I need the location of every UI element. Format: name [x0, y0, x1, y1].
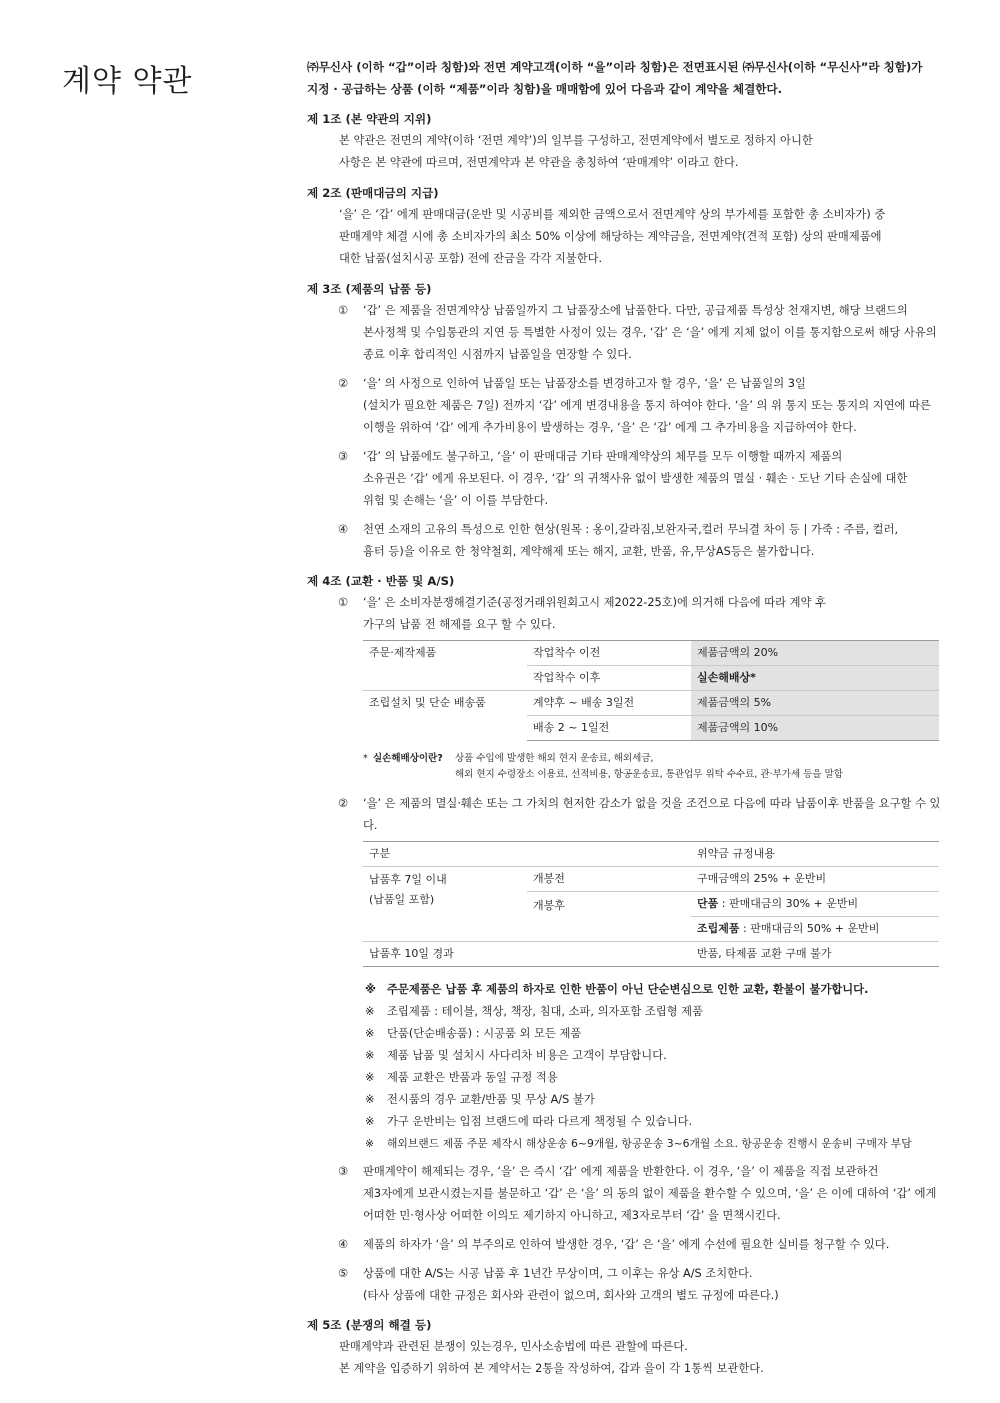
table-cell: 납품후 10일 경과	[363, 942, 527, 967]
table-header-cell	[527, 842, 691, 867]
text-line: 제3자에게 보관시켰는지를 불문하고 ‘갑’ 은 ‘을’ 의 동의 없이 제품을 환수할 수 있으며, ‘을’ 은 이에 대하여 ‘갑’ 에게	[363, 1187, 937, 1200]
item-number: ③	[338, 1165, 349, 1178]
note-item	[363, 1023, 947, 1045]
article-4-item-3	[307, 1161, 947, 1227]
text-line: 해외 현지 수령장소 이용료, 선적비용, 항공운송료, 통관업무 위탁 수수료, 관·부가세 등을 말함	[455, 769, 843, 780]
notes-list	[363, 979, 947, 1155]
article-3-item-4	[307, 519, 947, 563]
table-cell: 개봉후	[527, 892, 691, 942]
text-line: 흉터 등)을 이유로 한 청약철회, 계약해제 또는 해지, 교환, 반품, 유,무상AS등은 불가합니다.	[363, 545, 815, 558]
table-cell: 조립설치 및 단순 배송품	[369, 696, 486, 710]
note-mark: ※	[365, 1049, 375, 1062]
table-cell: 작업착수 이후	[527, 666, 691, 691]
item-number: ①	[338, 304, 349, 317]
text-line: 판매계약 체결 시에 총 소비자가의 최소 50% 이상에 해당하는 계약금을, 전면계약(견적 포함) 상의 판매제품에	[339, 230, 882, 243]
item-number: ②	[338, 377, 349, 390]
note-item	[363, 1067, 947, 1089]
cell-bold: 단품	[697, 897, 719, 910]
table-cell: 계약후 ~ 배송 3일전	[527, 691, 691, 716]
text-line: 판매계약이 해제되는 경우, ‘을’ 은 즉시 ‘갑’ 에게 제품을 반환한다. 이 경우, ‘을’ 이 제품을 직접 보관하건	[363, 1165, 879, 1178]
table-cell: 주문·제작제품	[363, 641, 527, 666]
table-cell: 반품, 타제품 교환 구매 불가	[691, 942, 939, 967]
page-title: 계약 약관	[62, 64, 193, 99]
intro-line: ㈜무신사 (이하 “갑”이라 칭함)와 전면 계약고객(이하 “을”이라 칭함)은 전면표시된 ㈜무신사(이하 “무신사”라 칭함)가	[307, 60, 923, 74]
cell-bold: 조립제품	[697, 922, 740, 935]
cell-text: : 판매대금의 50% + 운반비	[739, 922, 880, 935]
table-cell: 구매금액의 25% + 운반비	[691, 867, 939, 892]
note-text: 가구 운반비는 입점 브랜드에 따라 다르게 책정될 수 있습니다.	[387, 1115, 693, 1128]
table-cell: 제품금액의 20%	[691, 641, 939, 666]
text-line: ‘을’ 은 소비자분쟁해결기준(공정거래위원회고시 제2022-25호)에 의거해 다음에 따라 계약 후	[363, 596, 826, 609]
article-5-title: 제 5조 (분쟁의 해결 등)	[307, 1318, 432, 1332]
table-cell: 제품금액의 10%	[691, 716, 939, 741]
article-5-body	[307, 1336, 947, 1380]
table-cell	[691, 917, 939, 942]
text-line: (납품일 포함)	[369, 893, 435, 906]
item-number: ①	[338, 596, 349, 609]
text-line: 이행을 위하여 ‘갑’ 에게 추가비용이 발생하는 경우, ‘을’ 은 ‘갑’ 에게 그 추가비용을 지급하여야 한다.	[363, 421, 857, 434]
text-line: ‘을’ 은 제품의 멸실·훼손 또는 그 가치의 현저한 감소가 없을 것을 조건으로 다음에 따라 납품이후 반품을 요구할 수 있다.	[363, 797, 941, 832]
note-text: 해외브랜드 제품 주문 제작시 해상운송 6~9개월, 항공운송 3~6개월 소요. 항공운송 진행시 운송비 구매자 부담	[387, 1137, 912, 1150]
article-3-item-2	[307, 373, 947, 439]
article-2-title: 제 2조 (판매대금의 지급)	[307, 186, 439, 200]
text-line: 상품 수입에 발생한 해외 현지 운송료, 해외세금,	[455, 753, 654, 764]
table-cell	[363, 716, 527, 741]
text-line: 대한 납품(설치시공 포함) 전에 잔금을 각각 지불한다.	[339, 252, 603, 265]
note-item	[363, 1111, 947, 1133]
note-mark: ※	[365, 1093, 375, 1106]
article-3-title: 제 3조 (제품의 납품 등)	[307, 282, 432, 296]
table-row	[363, 641, 939, 666]
footnote-star: *	[363, 753, 368, 764]
table-cell	[363, 867, 527, 942]
article-2-body	[307, 204, 947, 270]
text-line: ‘을’ 의 사정으로 인하여 납품일 또는 납품장소를 변경하고자 할 경우, ‘을’ 은 납품일의 3일	[363, 377, 806, 390]
article-4-title: 제 4조 (교환 · 반품 및 A/S)	[307, 574, 455, 588]
table-cell: 개봉전	[527, 867, 691, 892]
cell-text: : 판매대금의 30% + 운반비	[718, 897, 859, 910]
article-1-title: 제 1조 (본 약관의 지위)	[307, 112, 432, 126]
text-line: 납품후 7일 이내	[369, 873, 447, 886]
footnote-text	[455, 751, 947, 783]
table-cell: 실손해배상*	[691, 666, 939, 691]
table-row	[363, 867, 939, 892]
note-item	[363, 1045, 947, 1067]
text-line: 제품의 하자가 ‘을’ 의 부주의로 인하여 발생한 경우, ‘갑’ 은 ‘을’ 에게 수선에 필요한 실비를 청구할 수 있다.	[363, 1238, 890, 1251]
terms-content	[307, 56, 947, 1380]
item-number: ③	[338, 450, 349, 463]
text-line: 본 계약을 입증하기 위하여 본 계약서는 2통을 작성하여, 갑과 을이 각 1통씩 보관한다.	[339, 1362, 764, 1375]
note-text: 단품(단순배송품) : 시공품 외 모든 제품	[387, 1027, 582, 1040]
item-number: ②	[338, 797, 349, 810]
text-line: 상품에 대한 A/S는 시공 납품 후 1년간 무상이며, 그 이후는 유상 A/S 조치한다.	[363, 1267, 753, 1280]
text-line: 본 약관은 전면의 계약(이하 ‘전면 계약’)의 일부를 구성하고, 전면계약에서 별도로 정하지 아니한	[339, 134, 813, 147]
table-header-cell: 위약금 규정내용	[691, 842, 939, 867]
note-mark: ※	[365, 1115, 375, 1128]
article-4-item-5	[307, 1263, 947, 1307]
text-line: 위험 및 손해는 ‘을’ 이 이를 부담한다.	[363, 494, 549, 507]
cancellation-fee-table	[363, 640, 939, 741]
note-text: 전시품의 경우 교환/반품 및 무상 A/S 불가	[387, 1093, 595, 1106]
table-header-cell: 구분	[363, 842, 527, 867]
table-cell	[363, 666, 527, 691]
text-line: 어떠한 민·형사상 어떠한 이의도 제기하지 아니하고, 제3자로부터 ‘갑’ 을 면책시킨다.	[363, 1209, 781, 1222]
footnote-label: 실손해배상이란?	[373, 753, 443, 764]
note-mark: ※	[365, 983, 376, 996]
text-line: 종료 이후 합리적인 시점까지 납품일을 연장할 수 있다.	[363, 348, 632, 361]
text-line: 판매계약과 관련된 분쟁이 있는경우, 민사소송법에 따른 관할에 따른다.	[339, 1340, 688, 1353]
note-item	[363, 1133, 947, 1155]
note-text: 조립제품 : 테이블, 책상, 책장, 침대, 소파, 의자포함 조립형 제품	[387, 1005, 703, 1018]
item-number: ④	[338, 523, 349, 536]
table-row	[363, 942, 939, 967]
article-1-body	[307, 130, 947, 174]
note-item	[363, 1001, 947, 1023]
text-line: 가구의 납품 전 해제를 요구 할 수 있다.	[363, 618, 556, 631]
table-header-row	[363, 842, 939, 867]
note-text: 제품 교환은 반품과 동일 규정 적용	[387, 1071, 558, 1084]
table-row	[363, 666, 939, 691]
text-line: 소유권은 ‘갑’ 에게 유보된다. 이 경우, ‘갑’ 의 귀책사유 없이 발생한 제품의 멸실 · 훼손 · 도난 기타 손실에 대한	[363, 472, 908, 485]
text-line: (타사 상품에 대한 규정은 회사와 관련이 없으며, 회사와 고객의 별도 규정에 따른다.)	[363, 1289, 779, 1302]
note-mark: ※	[365, 1137, 375, 1150]
text-line: 본사정책 및 수입통관의 지연 등 특별한 사정이 있는 경우, ‘갑’ 은 ‘을’ 에게 지체 없이 이를 통지함으로써 해당 사유의	[363, 326, 937, 339]
table-cell	[691, 892, 939, 917]
article-3-item-3	[307, 446, 947, 512]
text-line: ‘갑’ 은 제품을 전면계약상 납품일까지 그 납품장소에 납품한다. 다만, 공급제품 특성상 천재지변, 해당 브랜드의	[363, 304, 908, 317]
table-cell: 배송 2 ~ 1일전	[527, 716, 691, 741]
article-4-item-1	[307, 592, 947, 636]
article-4-item-4	[307, 1234, 947, 1256]
item-number: ⑤	[338, 1267, 349, 1280]
text-line: 천연 소재의 고유의 특성으로 인한 현상(원목 : 옹이,갈라짐,보완자국,컬러 무늬결 차이 등 | 가죽 : 주름, 컬러,	[363, 523, 899, 536]
article-3-item-1	[307, 300, 947, 366]
note-item	[363, 1089, 947, 1111]
intro	[307, 56, 947, 100]
text-line: 사항은 본 약관에 따르며, 전면계약과 본 약관을 총칭하여 ‘판매계약’ 이라고 한다.	[339, 156, 739, 169]
table-row	[363, 716, 939, 741]
text-line: ‘갑’ 의 납품에도 불구하고, ‘을’ 이 판매대금 기타 판매계약상의 체무를 모두 이행할 때까지 제품의	[363, 450, 843, 463]
note-mark: ※	[365, 1071, 375, 1084]
item-number: ④	[338, 1238, 349, 1251]
return-fee-table	[363, 841, 939, 967]
note-mark: ※	[365, 1005, 375, 1018]
table-cell: 작업착수 이전	[527, 641, 691, 666]
intro-line: 지정 · 공급하는 상품 (이하 “제품”이라 칭함)을 매매함에 있어 다음과 같이 계약을 체결한다.	[307, 82, 783, 96]
note-mark: ※	[365, 1027, 375, 1040]
note-text: 주문제품은 납품 후 제품의 하자로 인한 반품이 아닌 단순변심으로 인한 교환, 환불이 불가합니다.	[387, 983, 869, 996]
table-row	[363, 691, 939, 716]
note-item	[363, 979, 947, 1001]
footnote	[363, 751, 947, 783]
text-line: ‘을’ 은 ‘갑’ 에게 판매대금(운반 및 시공비를 제외한 금액으로서 전면계약 상의 부가세를 포함한 총 소비자가) 중	[339, 208, 886, 221]
table-cell	[527, 942, 691, 967]
table-cell: 제품금액의 5%	[691, 691, 939, 716]
article-4-item-2	[307, 793, 947, 837]
note-text: 제품 납품 및 설치시 사다리차 비용은 고객이 부담합니다.	[387, 1049, 667, 1062]
text-line: (설치가 필요한 제품은 7일) 전까지 ‘갑’ 에게 변경내용을 통지 하여야 한다. ‘을’ 의 위 통지 또는 통지의 지연에 따른	[363, 399, 931, 412]
